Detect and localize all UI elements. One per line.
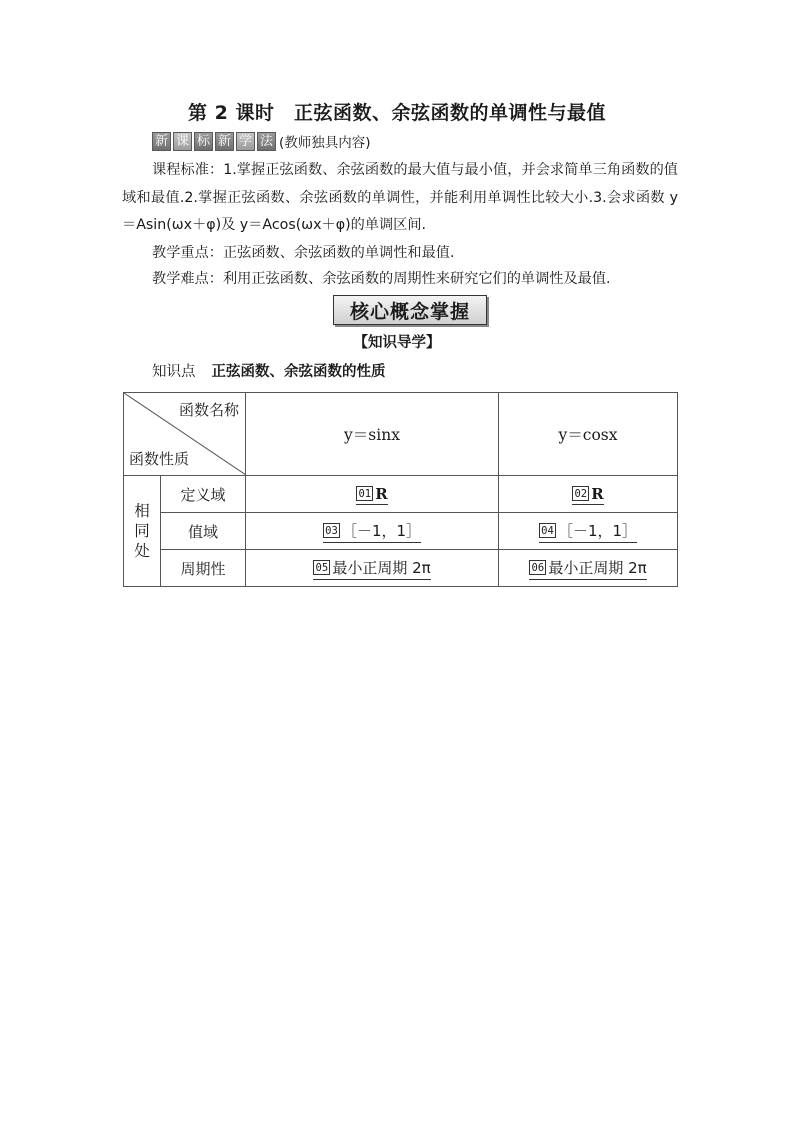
answer [529,557,646,580]
badge-char: 法 [257,132,276,151]
answer-number-box: 06 [529,560,546,575]
answer-number-box: 03 [323,523,340,538]
section-badge [152,131,371,151]
teaching-key-point-text: 教学重点：正弦函数、余弦函数的单调性和最值. [152,245,455,261]
column-header-sin: y＝sinx [246,393,499,476]
teaching-difficulty [122,266,678,294]
properties-table [123,392,678,587]
table-row [124,550,678,587]
badge-char: 课 [173,132,192,151]
knowledge-point-label: 知识点 [152,364,196,380]
answer-cell [499,476,678,513]
badge-note: (教师独具内容) [279,135,371,151]
badge-char: 学 [236,132,255,151]
answer-cell [246,476,499,513]
answer-value: 最小正周期 2π [548,558,647,577]
knowledge-point [152,360,386,381]
side-char: 同 [134,522,150,540]
answer [313,557,430,580]
property-label: 值域 [161,513,246,550]
answer-cell [499,513,678,550]
answer-value: ［－1，1］ [341,521,422,540]
column-header-cos: y＝cosx [499,393,678,476]
answer [539,520,637,543]
badge-char: 新 [215,132,234,151]
badge-chars [152,132,278,151]
side-char: 处 [134,542,150,560]
badge-char: 新 [152,132,171,151]
answer-value: R [375,484,388,503]
answer-number-box: 01 [356,486,373,501]
answer-value: R [591,484,604,503]
property-label: 周期性 [161,550,246,587]
answer [572,485,603,505]
corner-top-label: 函数名称 [178,401,239,419]
row-group-label [124,476,161,587]
answer-cell [246,550,499,587]
teaching-difficulty-text: 教学难点：利用正弦函数、余弦函数的周期性来研究它们的单调性及最值. [152,271,611,287]
answer-number-box: 05 [313,560,330,575]
course-standard [122,157,678,240]
table-corner-cell [124,393,246,476]
page-title: 第 2 课时 正弦函数、余弦函数的单调性与最值 [188,102,606,124]
side-char: 相 [134,502,150,520]
table-row [124,513,678,550]
badge-char: 标 [194,132,213,151]
answer-cell [499,550,678,587]
corner-bottom-label: 函数性质 [129,450,190,468]
answer [323,520,421,543]
answer-cell [246,513,499,550]
answer-number-box: 02 [572,486,589,501]
table-header-row [124,393,678,476]
course-standard-text: 课程标准：1.掌握正弦函数、余弦函数的最大值与最小值，并会求简单三角函数的值域和最值.2.掌握正弦函数、余弦函数的单调性，并能利用单调性比较大小.3.会求函数 y＝Asin(ωx＋φ)及 y＝Acos(ωx＋φ)的单调区间. [122,162,678,233]
answer [356,485,387,505]
table-row [124,476,678,513]
property-label: 定义域 [161,476,246,513]
answer-value: 最小正周期 2π [332,558,431,577]
answer-number-box: 04 [539,523,556,538]
knowledge-point-title: 正弦函数、余弦函数的性质 [211,364,386,380]
answer-value: ［－1，1］ [557,521,638,540]
section-banner: 核心概念掌握 [333,295,487,325]
teaching-key-point [122,240,678,268]
section-subtitle: 【知识导学】 [353,335,441,351]
